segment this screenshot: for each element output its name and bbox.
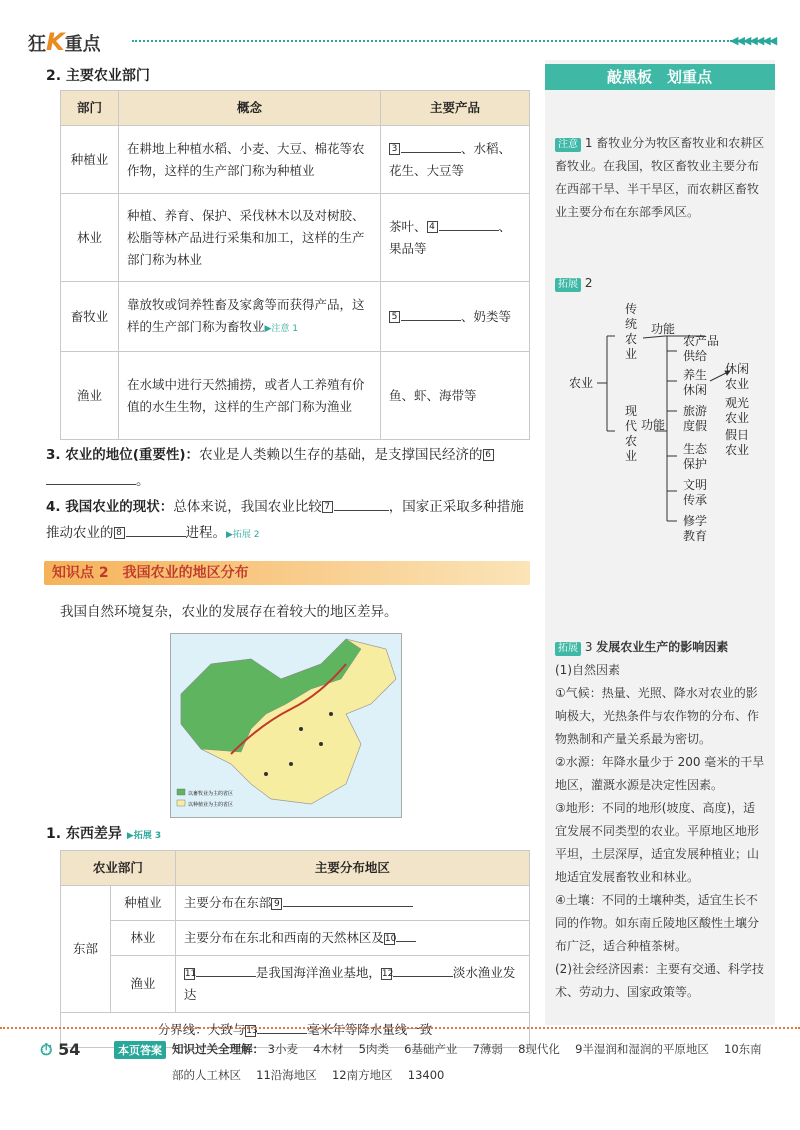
blank-number: 11 [184, 968, 197, 979]
concept-text: 靠放牧或饲养牲畜及家禽等而获得产品，这样的生产部门称为畜牧业 [127, 296, 365, 334]
tree-leaf: 文明传承 [683, 478, 708, 507]
fill-blank[interactable] [334, 510, 389, 511]
product-text: 、水稻、花生、大豆等 [389, 140, 512, 178]
product-cell [381, 126, 530, 194]
concept-cell [119, 282, 381, 352]
ext-3-heading [555, 636, 767, 659]
tree-func-label: 功能 [641, 418, 666, 432]
boundary-text: 毫米年等降水量线一致 [307, 1022, 433, 1037]
ext-line: ②水源：年降水量少于 200 毫米的干旱地区，灌溉水源是决定性因素。 [555, 755, 765, 792]
header-arrows-icon: ◀◀◀◀◀◀◀ [730, 34, 776, 47]
table-row [61, 194, 530, 282]
product-text: 茶叶、 [389, 218, 427, 234]
ext-line: (1)自然因素 [555, 663, 620, 677]
para-text: 进程。 [185, 525, 226, 541]
col-header: 主要分布地区 [175, 851, 529, 886]
answer-item: 11沿海地区 [256, 1068, 317, 1082]
ext-tag: 拓展 [555, 278, 581, 292]
answer-tag: 本页答案 [114, 1041, 166, 1059]
dept-cell: 林业 [111, 921, 176, 956]
blank-number: 4 [427, 221, 438, 233]
dist-cell [175, 886, 529, 921]
answer-item: 8现代化 [518, 1042, 560, 1056]
ext-line: (2)社会经济因素：主要有交通、科学技术、劳动力、国家政策等。 [555, 962, 764, 999]
blank-number: 10 [384, 933, 397, 944]
blank-number: 6 [483, 449, 494, 461]
ew-table [60, 850, 530, 1048]
fill-blank[interactable] [196, 976, 256, 977]
answer-item: 4木材 [313, 1042, 344, 1056]
ext-line: ①气候：热量、光照、降水对农业的影响极大，光热条件与农作物的分布、作物熟制和产量关系最为密切。 [555, 686, 760, 746]
fill-blank[interactable] [126, 536, 186, 537]
blank-number: 9 [271, 898, 282, 910]
extension-tag[interactable]: ▶拓展 2 [226, 530, 260, 540]
concept-cell: 在水域中进行天然捕捞，或者人工养殖有价值的水生生物，这样的生产部门称为渔业 [119, 352, 381, 440]
fill-blank[interactable] [401, 320, 461, 321]
answer-item: 10东南部的人工林区 [172, 1042, 762, 1082]
tree-node-modern: 现代农业 [625, 404, 638, 463]
para-text: 。 [136, 473, 150, 489]
dept-cell: 种植业 [111, 886, 176, 921]
page-number-text: 54 [58, 1040, 81, 1059]
tree-leaf: 修学教育 [683, 514, 708, 543]
fill-blank[interactable] [439, 230, 499, 231]
note-tag: 注意 [555, 138, 581, 152]
agri-status-paragraph [46, 442, 530, 494]
agri-dept-table [60, 90, 530, 440]
ext-line: ③地形：不同的地形(坡度、高度)，适宜发展不同类型的农业。平原地区地形平坦，土层深厚，适宜发展种植业；山地适宜发展畜牧业和林业。 [555, 801, 760, 884]
table-row [61, 921, 530, 956]
note-text: 畜牧业分为牧区畜牧业和农耕区畜牧业。在我国，牧区畜牧业主要分布在西部干旱、半干旱区，而农耕区畜牧业主要分布在东部季风区。 [555, 136, 765, 219]
dept-cell: 渔业 [111, 956, 176, 1013]
concept-cell: 在耕地上种植水稻、小麦、大豆、棉花等农作物，这样的生产部门称为种植业 [119, 126, 381, 194]
ext-number: 3 [584, 640, 593, 654]
product-cell: 鱼、虾、海带等 [381, 352, 530, 440]
china-agri-map [170, 633, 402, 818]
col-header: 概念 [119, 91, 381, 126]
dist-cell [175, 921, 529, 956]
answer-list [172, 1036, 772, 1088]
dept-cell: 畜牧业 [61, 282, 119, 352]
ext-line: ④土壤：不同的土壤种类，适宜生长不同的作物。如东南丘陵地区酸性土壤分布广泛，适合种植茶树。 [555, 893, 760, 953]
table-row [61, 352, 530, 440]
fill-blank[interactable] [396, 941, 416, 942]
tree-node-traditional: 传统农业 [625, 302, 638, 361]
blank-number: 7 [322, 501, 333, 513]
ext-2-label [555, 272, 592, 295]
answer-item: 6基础产业 [404, 1042, 458, 1056]
dept-cell: 种植业 [61, 126, 119, 194]
blank-number: 8 [114, 527, 125, 539]
region-cell: 东部 [61, 886, 111, 1013]
fill-blank[interactable] [283, 906, 413, 907]
clock-icon: ⏱ [40, 1040, 53, 1059]
tree-result: 观光农业 [725, 396, 750, 425]
para-text: 农业是人类赖以生存的基础，是支撑国民经济的 [199, 447, 483, 463]
para-label: 4. 我国农业的现状： [46, 499, 174, 515]
legend-grazing: 以畜牧业为主的省区 [188, 791, 234, 797]
footer-divider [0, 1027, 800, 1029]
blank-number: 13 [246, 1025, 258, 1036]
dist-text: 主要分布在东北和西南的天然林区及 [183, 930, 384, 945]
ew-title-text: 1. 东西差异 [46, 826, 122, 842]
answer-item: 9半湿润和湿润的平原地区 [575, 1042, 709, 1056]
dept-cell: 林业 [61, 194, 119, 282]
table-row [61, 126, 530, 194]
answer-label: 知识过关全理解： [172, 1042, 264, 1056]
dist-text: 是我国海洋渔业基地， [255, 965, 381, 980]
product-text: 、奶类等 [461, 308, 512, 324]
brand-logo: 狂K重点 [28, 28, 101, 56]
note-tag[interactable]: ▶注意 1 [264, 323, 299, 334]
agri-function-tree [555, 296, 770, 546]
header-divider [132, 40, 732, 42]
ext-3 [555, 636, 767, 1004]
legend-crop: 以种植业为主的省区 [188, 802, 234, 808]
dist-text: 淡水渔业发达 [183, 965, 516, 1002]
boundary-text: 分界线：大致与 [157, 1022, 246, 1037]
table-row [61, 282, 530, 352]
answer-item: 12南方地区 [331, 1068, 393, 1082]
map-graphic [171, 634, 402, 818]
table-row [61, 956, 530, 1013]
dist-cell [175, 956, 529, 1013]
tree-root: 农业 [569, 376, 594, 390]
answer-item: 7薄弱 [472, 1042, 503, 1056]
tree-result: 休闲农业 [725, 362, 750, 391]
ext-title: 发展农业生产的影响因素 [596, 640, 729, 654]
intro-text: 我国自然环境复杂，农业的发展存在着较大的地区差异。 [60, 604, 398, 620]
knowledge-point-bar [44, 561, 530, 585]
note-1 [555, 132, 767, 224]
col-header: 主要产品 [381, 91, 530, 126]
product-cell [381, 282, 530, 352]
extension-tag[interactable]: ▶拓展 3 [126, 831, 162, 841]
agri-current-paragraph [46, 494, 530, 548]
blank-number: 5 [389, 311, 400, 323]
product-text: 、果品等 [389, 218, 512, 256]
tree-func-label: 功能 [651, 322, 676, 336]
ext-tag: 拓展 [555, 642, 581, 656]
concept-cell: 种植、养育、保护、采伐林木以及对树胶、松脂等林产品进行采集和加工，这样的生产部门称为林业 [119, 194, 381, 282]
note-number: 1 [584, 136, 593, 150]
tree-leaf: 旅游度假 [683, 404, 708, 433]
answer-item: 5肉类 [358, 1042, 389, 1056]
ext-number: 2 [584, 276, 593, 290]
dept-cell: 渔业 [61, 352, 119, 440]
page-number [40, 1040, 80, 1060]
tree-leaf: 农产品供给 [683, 334, 720, 363]
para-label: 3. 农业的地位(重要性)： [46, 447, 200, 463]
ew-title [46, 823, 161, 843]
section-title: 2. 主要农业部门 [46, 68, 150, 84]
para-text: 总体来说，我国农业比较 [173, 499, 322, 515]
kp-title: 知识点 2 我国农业的地区分布 [52, 565, 249, 581]
tree-leaf: 生态保护 [683, 442, 708, 471]
col-header: 农业部门 [61, 851, 176, 886]
fill-blank[interactable] [393, 976, 453, 977]
answer-item: 13400 [407, 1068, 445, 1082]
fill-blank[interactable] [401, 152, 461, 153]
product-cell [381, 194, 530, 282]
table-row [61, 886, 530, 921]
para-text: ，国家正采取多种措施推动农业的 [46, 499, 524, 541]
answer-item: 3小麦 [267, 1042, 298, 1056]
tree-result: 假日农业 [725, 428, 750, 457]
blank-number: 12 [381, 968, 394, 979]
side-panel-header: 敲黑板 划重点 [545, 64, 775, 90]
col-header: 部门 [61, 91, 119, 126]
fill-blank[interactable] [46, 484, 136, 485]
dist-text: 主要分布在东部 [183, 895, 272, 910]
fill-blank[interactable] [257, 1033, 307, 1034]
blank-number: 3 [389, 143, 400, 155]
tree-leaf: 养生休闲 [683, 368, 708, 397]
